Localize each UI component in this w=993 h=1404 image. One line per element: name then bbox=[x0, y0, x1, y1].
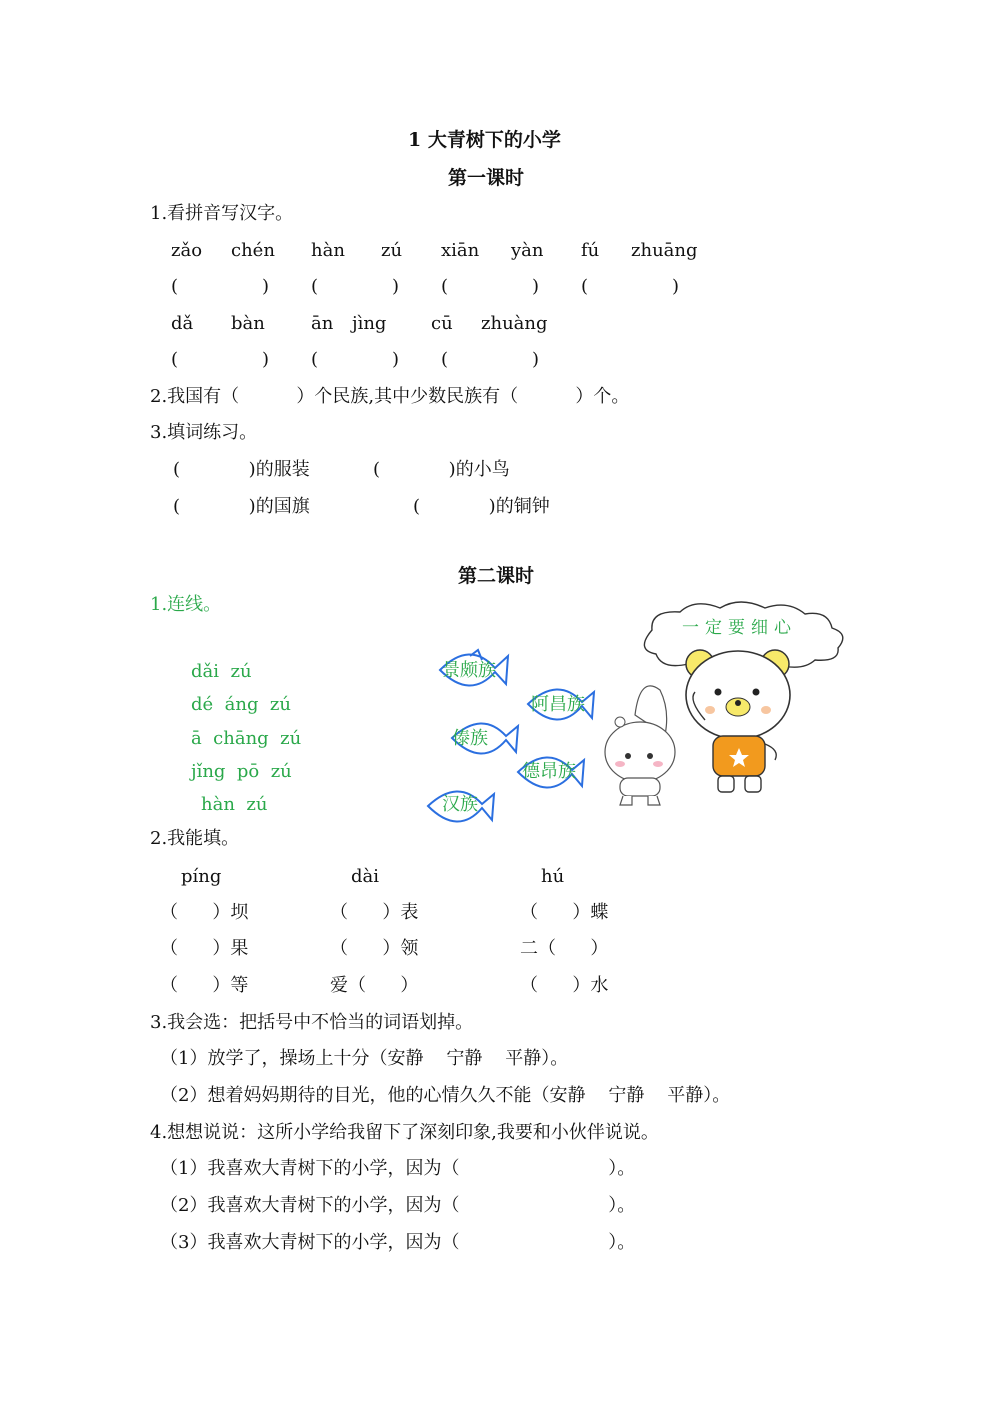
pinyin: cū bbox=[431, 313, 453, 334]
q4-label: 4.想想说说：这所小学给我留下了深刻印象,我要和小伙伴说说。 bbox=[150, 1122, 659, 1143]
page-title: 1 大青树下的小学 bbox=[408, 129, 561, 151]
fish-label: 汉族 bbox=[442, 794, 478, 815]
choose-item: （2）想着妈妈期待的目光，他的心情久久不能（安静 宁静 平静）。 bbox=[160, 1085, 731, 1106]
answer-blank-open: ( bbox=[311, 276, 319, 297]
q3-choose-label: 3.我会选：把括号中不恰当的词语划掉。 bbox=[150, 1012, 474, 1033]
answer-blank-open: ( bbox=[441, 276, 449, 297]
pinyin: zú bbox=[381, 240, 403, 261]
pinyin: ān bbox=[311, 313, 334, 334]
fish-label: 傣族 bbox=[452, 728, 488, 749]
answer-blank-close: ) bbox=[392, 276, 400, 297]
connect-pinyin: jǐng pō zú bbox=[191, 761, 292, 782]
pinyin: fú bbox=[581, 240, 600, 261]
say-item: （1）我喜欢大青树下的小学，因为（ ）。 bbox=[160, 1158, 636, 1179]
q1-label: 1.看拼音写汉字。 bbox=[150, 203, 294, 224]
q3-label: 3.填词练习。 bbox=[150, 422, 258, 443]
pinyin: bàn bbox=[231, 313, 265, 334]
connect-pinyin: dǎi zú bbox=[191, 661, 252, 682]
fill-word-item: ( )的铜钟 bbox=[413, 496, 550, 517]
pinyin: píng bbox=[181, 866, 222, 887]
fill-item: （ ）蝶 bbox=[520, 902, 609, 923]
lesson1-title: 第一课时 bbox=[448, 167, 525, 189]
answer-blank-open: ( bbox=[171, 276, 179, 297]
fill-word-item: ( )的小鸟 bbox=[373, 459, 510, 480]
answer-blank-open: ( bbox=[441, 349, 449, 370]
q2-text: 2.我国有（ ）个民族,其中少数民族有（ ）个。 bbox=[150, 386, 630, 407]
pinyin: hú bbox=[541, 866, 565, 887]
fill-item: （ ）等 bbox=[160, 975, 249, 996]
say-item: （2）我喜欢大青树下的小学，因为（ ）。 bbox=[160, 1195, 636, 1216]
answer-blank-open: ( bbox=[311, 349, 319, 370]
pinyin: zhuàng bbox=[481, 313, 548, 334]
fill-item: （ ）领 bbox=[330, 938, 419, 959]
lesson2-title: 第二课时 bbox=[458, 565, 535, 587]
pinyin: jìng bbox=[352, 313, 387, 334]
fill-item: （ ）水 bbox=[520, 975, 609, 996]
bunny-icon bbox=[605, 686, 675, 805]
answer-blank-close: ) bbox=[532, 276, 540, 297]
pinyin: chén bbox=[231, 240, 275, 261]
q2-fill-label: 2.我能填。 bbox=[150, 828, 240, 849]
fish-label: 阿昌族 bbox=[531, 694, 585, 715]
pinyin: hàn bbox=[311, 240, 345, 261]
pinyin: zhuāng bbox=[631, 240, 698, 261]
connect-label: 1.连线。 bbox=[150, 594, 222, 615]
fill-item: （ ）坝 bbox=[160, 902, 249, 923]
pinyin: zǎo bbox=[171, 240, 203, 261]
pinyin: dǎ bbox=[171, 313, 194, 334]
pinyin: yàn bbox=[511, 240, 544, 261]
pinyin: dài bbox=[351, 866, 380, 887]
answer-blank-close: ) bbox=[392, 349, 400, 370]
answer-blank-close: ) bbox=[532, 349, 540, 370]
fish-label: 景颇族 bbox=[442, 660, 496, 681]
connect-pinyin: hàn zú bbox=[201, 794, 268, 815]
say-item: （3）我喜欢大青树下的小学，因为（ ）。 bbox=[160, 1232, 636, 1253]
choose-item: （1）放学了，操场上十分（安静 宁静 平静）。 bbox=[160, 1048, 569, 1069]
connect-pinyin: dé áng zú bbox=[191, 694, 291, 715]
answer-blank-close: ) bbox=[672, 276, 680, 297]
fish-label: 德昂族 bbox=[522, 761, 576, 782]
fill-item: （ ）果 bbox=[160, 938, 249, 959]
bear-icon bbox=[686, 650, 790, 792]
answer-blank-close: ) bbox=[262, 349, 270, 370]
answer-blank-close: ) bbox=[262, 276, 270, 297]
bubble-text: 一定要细心 bbox=[682, 618, 797, 638]
fill-item: 二（ ） bbox=[520, 938, 609, 959]
fill-word-item: ( )的国旗 bbox=[173, 496, 310, 517]
answer-blank-open: ( bbox=[171, 349, 179, 370]
fill-word-item: ( )的服装 bbox=[173, 459, 310, 480]
fill-item: （ ）表 bbox=[330, 902, 419, 923]
fill-item: 爱（ ） bbox=[330, 975, 419, 996]
connect-pinyin: ā chāng zú bbox=[191, 728, 302, 749]
pinyin: xiān bbox=[441, 240, 480, 261]
answer-blank-open: ( bbox=[581, 276, 589, 297]
